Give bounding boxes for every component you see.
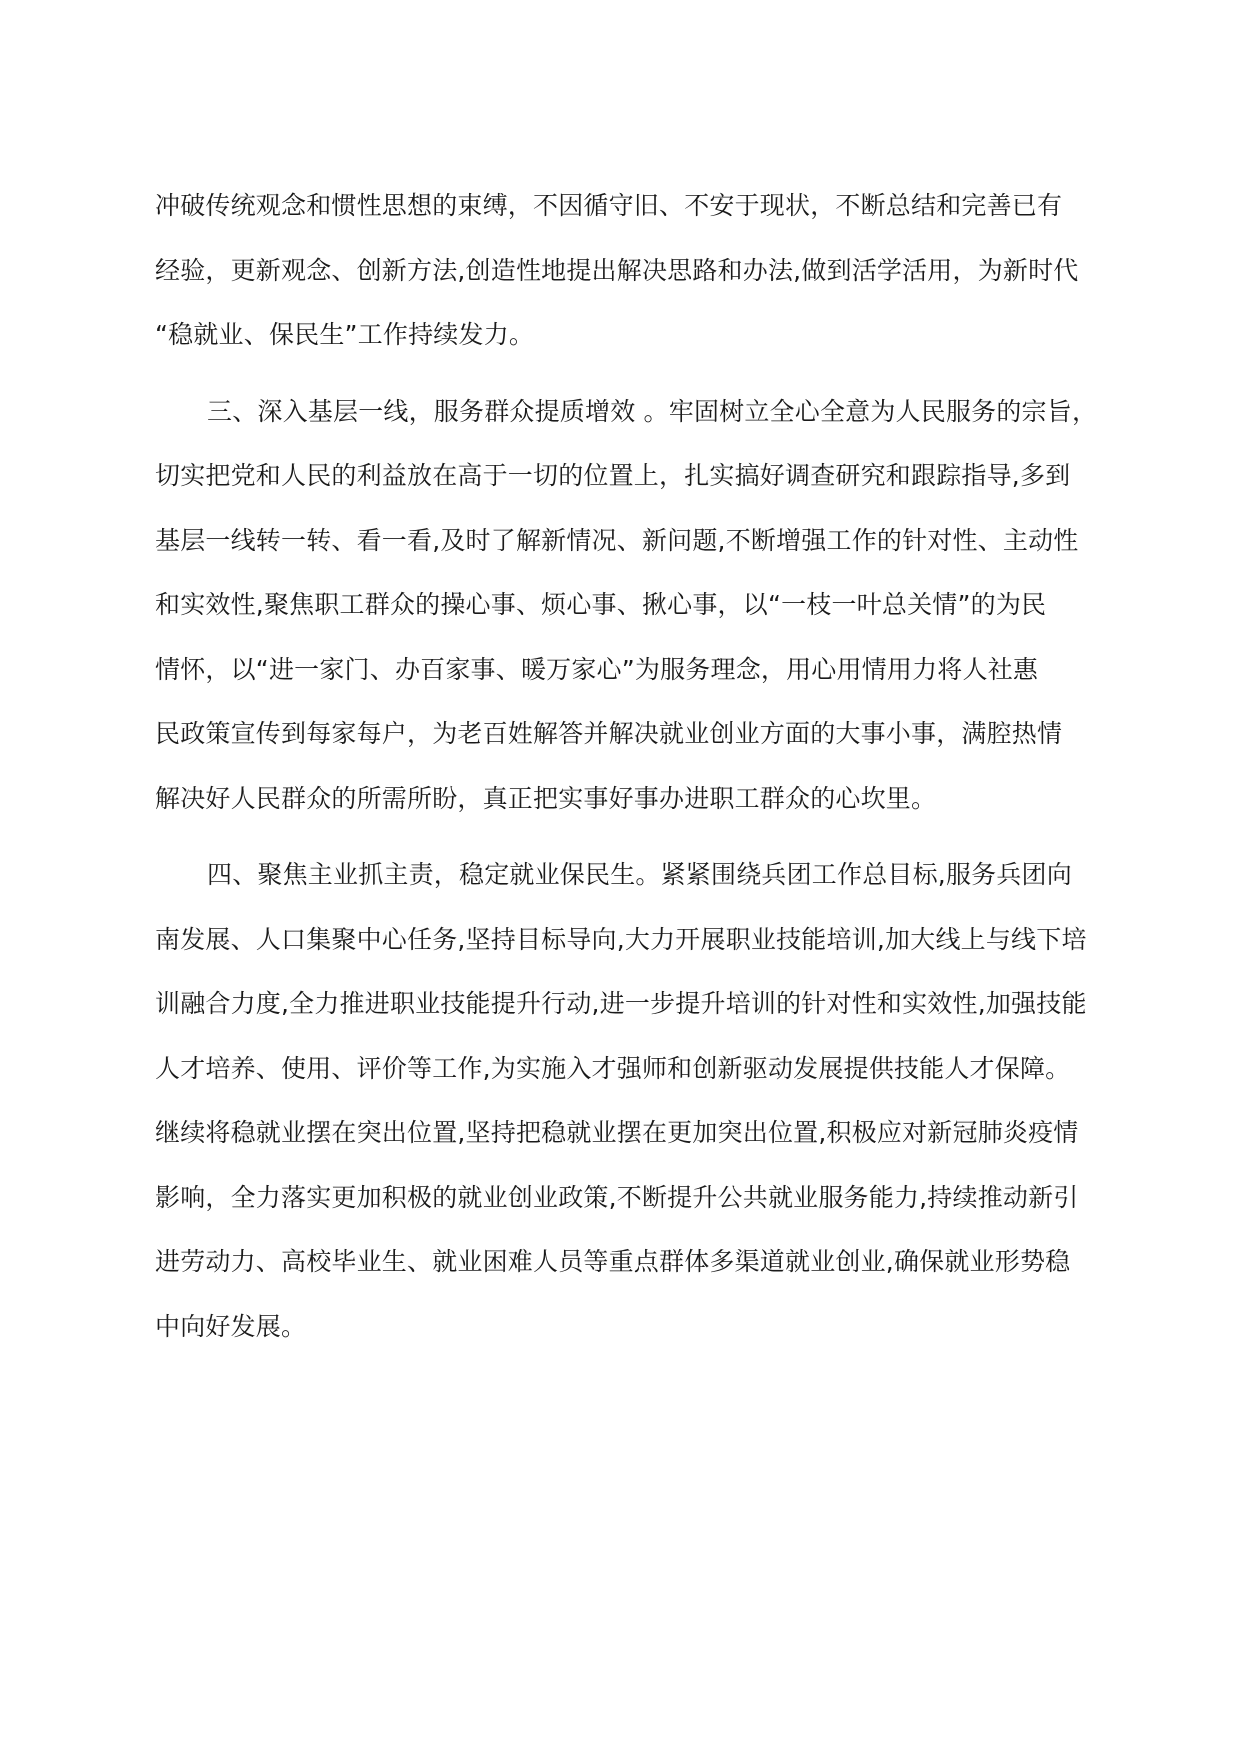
text-line: 影响，全力落实更加积极的就业创业政策,不断提升公共就业服务能力,持续推动新引: [155, 1182, 1079, 1212]
text-line: 情怀，以“进一家门、办百家事、暖万家心”为服务理念，用心用情用力将人社惠: [155, 654, 1039, 684]
text-line: 冲破传统观念和惯性思想的束缚，不因循守旧、不安于现状，不断总结和完善已有: [155, 191, 1063, 220]
text-line: 解决好人民群众的所需所盼，真正把实事好事办进职工群众的心坎里。: [155, 783, 937, 813]
text-line: 继续将稳就业摆在突出位置,坚持把稳就业摆在更加突出位置,积极应对新冠肺炎疫情: [155, 1118, 1079, 1147]
text-line: 三、深入基层一线，服务群众提质增效 。牢固树立全心全意为人民服务的宗旨，: [207, 396, 1098, 426]
text-line: 经验，更新观念、创新方法,创造性地提出解决思路和办法,做到活学活用，为新时代: [155, 255, 1079, 285]
paragraph-continuation: [155, 174, 1085, 368]
text-line: 中向好发展。: [155, 1311, 307, 1341]
text-line: 四、聚焦主业抓主责，稳定就业保民生。紧紧围绕兵团工作总目标,服务兵团向: [207, 860, 1072, 889]
text-line: 进劳动力、高校毕业生、就业困难人员等重点群体多渠道就业创业,确保就业形势稳: [155, 1247, 1071, 1276]
text-line: 南发展、人口集聚中心任务,坚持目标导向,大力开展职业技能培训,加大线上与线下培: [155, 924, 1087, 954]
text-line: 和实效性,聚焦职工群众的操心事、烦心事、揪心事，以“一枝一叶总关情”的为民: [155, 590, 1047, 619]
text-line: 基层一线转一转、看一看,及时了解新情况、新问题,不断增强工作的针对性、主动性: [155, 525, 1079, 555]
text-line: 切实把党和人民的利益放在高于一切的位置上，扎实搞好调查研究和跟踪指导,多到: [155, 461, 1071, 490]
paragraph-section-four: [155, 843, 1085, 1359]
paragraph-section-three: [155, 380, 1098, 832]
text-line: 民政策宣传到每家每户，为老百姓解答并解决就业创业方面的大事小事，满腔热情: [155, 719, 1063, 748]
text-line: “稳就业、保民生”工作持续发力。: [155, 320, 535, 349]
document-page: [155, 174, 1098, 1371]
text-line: 训融合力度,全力推进职业技能提升行动,进一步提升培训的针对性和实效性,加强技能: [155, 989, 1087, 1018]
text-line: 人才培养、使用、评价等工作,为实施入才强师和创新驱动发展提供技能人才保障。: [155, 1053, 1071, 1083]
